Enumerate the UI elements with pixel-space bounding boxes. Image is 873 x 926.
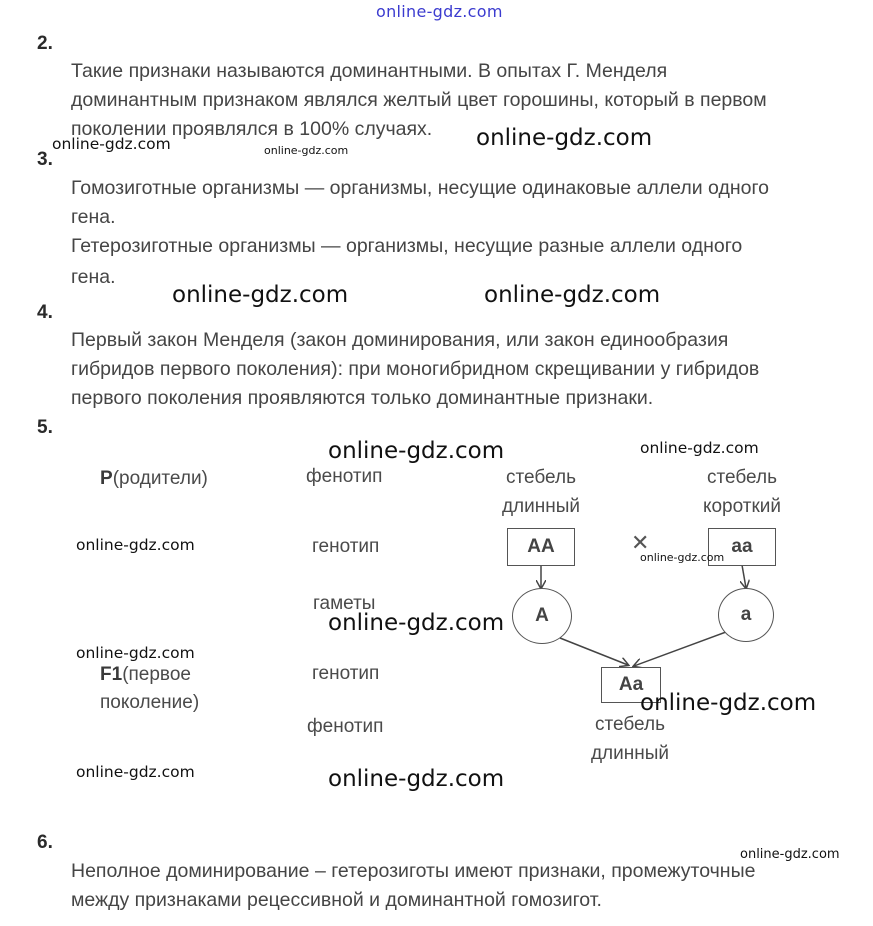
watermark: online-gdz.com	[640, 439, 759, 457]
section-4-line-1: Первый закон Менделя (закон доминирования, или закон единообразия	[71, 329, 729, 351]
section-6-line-1: Неполное доминирование – гетерозиготы имеют признаки, промежуточные	[71, 860, 756, 882]
parents-text: (родители)	[112, 468, 208, 489]
arrow-genotype2-to-gamete2	[742, 565, 746, 588]
cross-icon: ✕	[631, 530, 650, 555]
section-3-line-1: Гомозиготные организмы — организмы, несущие одинаковые аллели одного	[71, 177, 769, 199]
watermark: online-gdz.com	[172, 282, 349, 308]
parent1-phenotype-line-1: стебель	[506, 467, 576, 488]
genotype-box-offspring: Aa	[601, 667, 661, 703]
f1-text: (первое	[122, 664, 191, 685]
section-4-line-3: первого поколения проявляются только доминантные признаки.	[71, 387, 654, 409]
section-3-number: 3.	[37, 149, 53, 170]
parent2-phenotype-line-1: стебель	[707, 467, 777, 488]
section-3-line-2: гена.	[71, 206, 116, 228]
section-5-number: 5.	[37, 417, 53, 438]
watermark: online-gdz.com	[328, 438, 505, 464]
gamete-circle-1: A	[512, 588, 572, 644]
f1-label-line-2: поколение)	[100, 692, 200, 713]
row-genotype-f1: генотип	[312, 663, 380, 684]
watermark: online-gdz.com	[328, 766, 505, 792]
row-genotype-parents: генотип	[312, 536, 380, 557]
watermark: online-gdz.com	[76, 536, 195, 554]
watermark: online-gdz.com	[740, 847, 840, 862]
offspring-phenotype-line-1: стебель	[595, 714, 665, 735]
site-watermark-top: online-gdz.com	[376, 2, 503, 21]
watermark: online-gdz.com	[640, 551, 725, 564]
arrow-gamete2-to-offspring	[634, 632, 726, 666]
f1-symbol: F1	[100, 664, 123, 685]
offspring-phenotype-line-2: длинный	[590, 743, 670, 764]
row-phenotype-f1: фенотип	[307, 716, 384, 737]
watermark: online-gdz.com	[328, 610, 505, 636]
section-2-number: 2.	[37, 33, 53, 54]
watermark: online-gdz.com	[76, 763, 195, 781]
row-phenotype-parents: фенотип	[306, 466, 383, 487]
watermark: online-gdz.com	[640, 690, 817, 716]
section-4-number: 4.	[37, 302, 53, 323]
section-6-number: 6.	[37, 832, 53, 853]
parent1-phenotype-line-2: длинный	[501, 496, 581, 517]
watermark: online-gdz.com	[264, 144, 349, 157]
parents-symbol: P	[100, 468, 113, 489]
gamete-circle-2: a	[718, 588, 774, 642]
parent2-phenotype-line-2: короткий	[702, 496, 782, 517]
section-2-line-1: Такие признаки называются доминантными. В опытах Г. Менделя	[71, 60, 668, 82]
watermark: online-gdz.com	[52, 135, 171, 153]
watermark: online-gdz.com	[76, 644, 195, 662]
section-3-line-4: гена.	[71, 266, 116, 288]
row-gametes: гаметы	[313, 593, 376, 614]
section-4-line-2: гибридов первого поколения): при моногибридном скрещивании у гибридов	[71, 358, 760, 380]
section-2-line-2: доминантным признаком являлся желтый цвет горошины, который в первом	[71, 89, 767, 111]
watermark: online-gdz.com	[484, 282, 661, 308]
section-2-line-3: поколении проявлялся в 100% случаях.	[71, 118, 433, 140]
genotype-box-parent1: AA	[507, 528, 575, 566]
section-6-line-2: между признаками рецессивной и доминантной гомозигот.	[71, 889, 602, 911]
section-3-line-3: Гетерозиготные организмы — организмы, несущие разные аллели одного	[71, 235, 743, 257]
arrow-gamete1-to-offspring	[560, 638, 628, 665]
watermark: online-gdz.com	[476, 125, 653, 151]
genotype-box-parent2: aa	[708, 528, 776, 566]
